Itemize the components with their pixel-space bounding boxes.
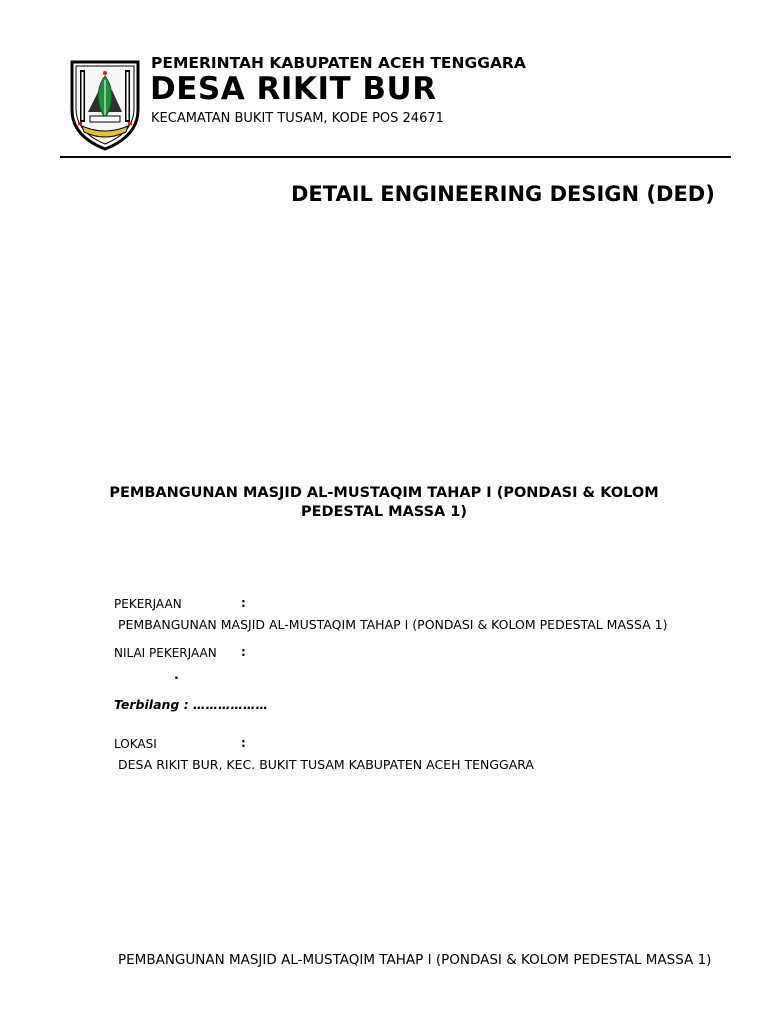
letterhead-address: KECAMATAN BUKIT TUSAM, KODE POS 24671: [151, 111, 444, 126]
pekerjaan-label: PEKERJAAN: [114, 597, 182, 611]
document-heading: DETAIL ENGINEERING DESIGN (DED): [291, 182, 715, 206]
document-heading-container: [291, 182, 718, 216]
lokasi-label: LOKASI: [114, 737, 157, 751]
letterhead-village-name: DESA RIKIT BUR: [150, 71, 437, 107]
footer-project-name: PEMBANGUNAN MASJID AL-MUSTAQIM TAHAP I (PONDASI & KOLOM PEDESTAL MASSA 1): [118, 952, 712, 968]
terbilang-field: Terbilang : ………………: [114, 697, 269, 712]
regency-emblem-icon: [66, 58, 144, 152]
nilai-pekerjaan-colon: :: [241, 645, 246, 659]
nilai-pekerjaan-value: .: [174, 668, 179, 683]
lokasi-colon: :: [241, 736, 246, 750]
footer-container: [118, 952, 712, 972]
letterhead-government-line: PEMERINTAH KABUPATEN ACEH TENGGARA: [151, 54, 526, 72]
project-title: PEMBANGUNAN MASJID AL-MUSTAQIM TAHAP I (PONDASI & KOLOM PEDESTAL MASSA 1): [109, 485, 659, 520]
nilai-pekerjaan-label: NILAI PEKERJAAN: [114, 646, 217, 660]
pekerjaan-value: PEMBANGUNAN MASJID AL-MUSTAQIM TAHAP I (PONDASI & KOLOM PEDESTAL MASSA 1): [118, 617, 668, 632]
letterhead-divider: [60, 156, 731, 158]
pekerjaan-colon: :: [241, 596, 246, 610]
lokasi-value: DESA RIKIT BUR, KEC. BUKIT TUSAM KABUPATEN ACEH TENGGARA: [118, 757, 534, 772]
